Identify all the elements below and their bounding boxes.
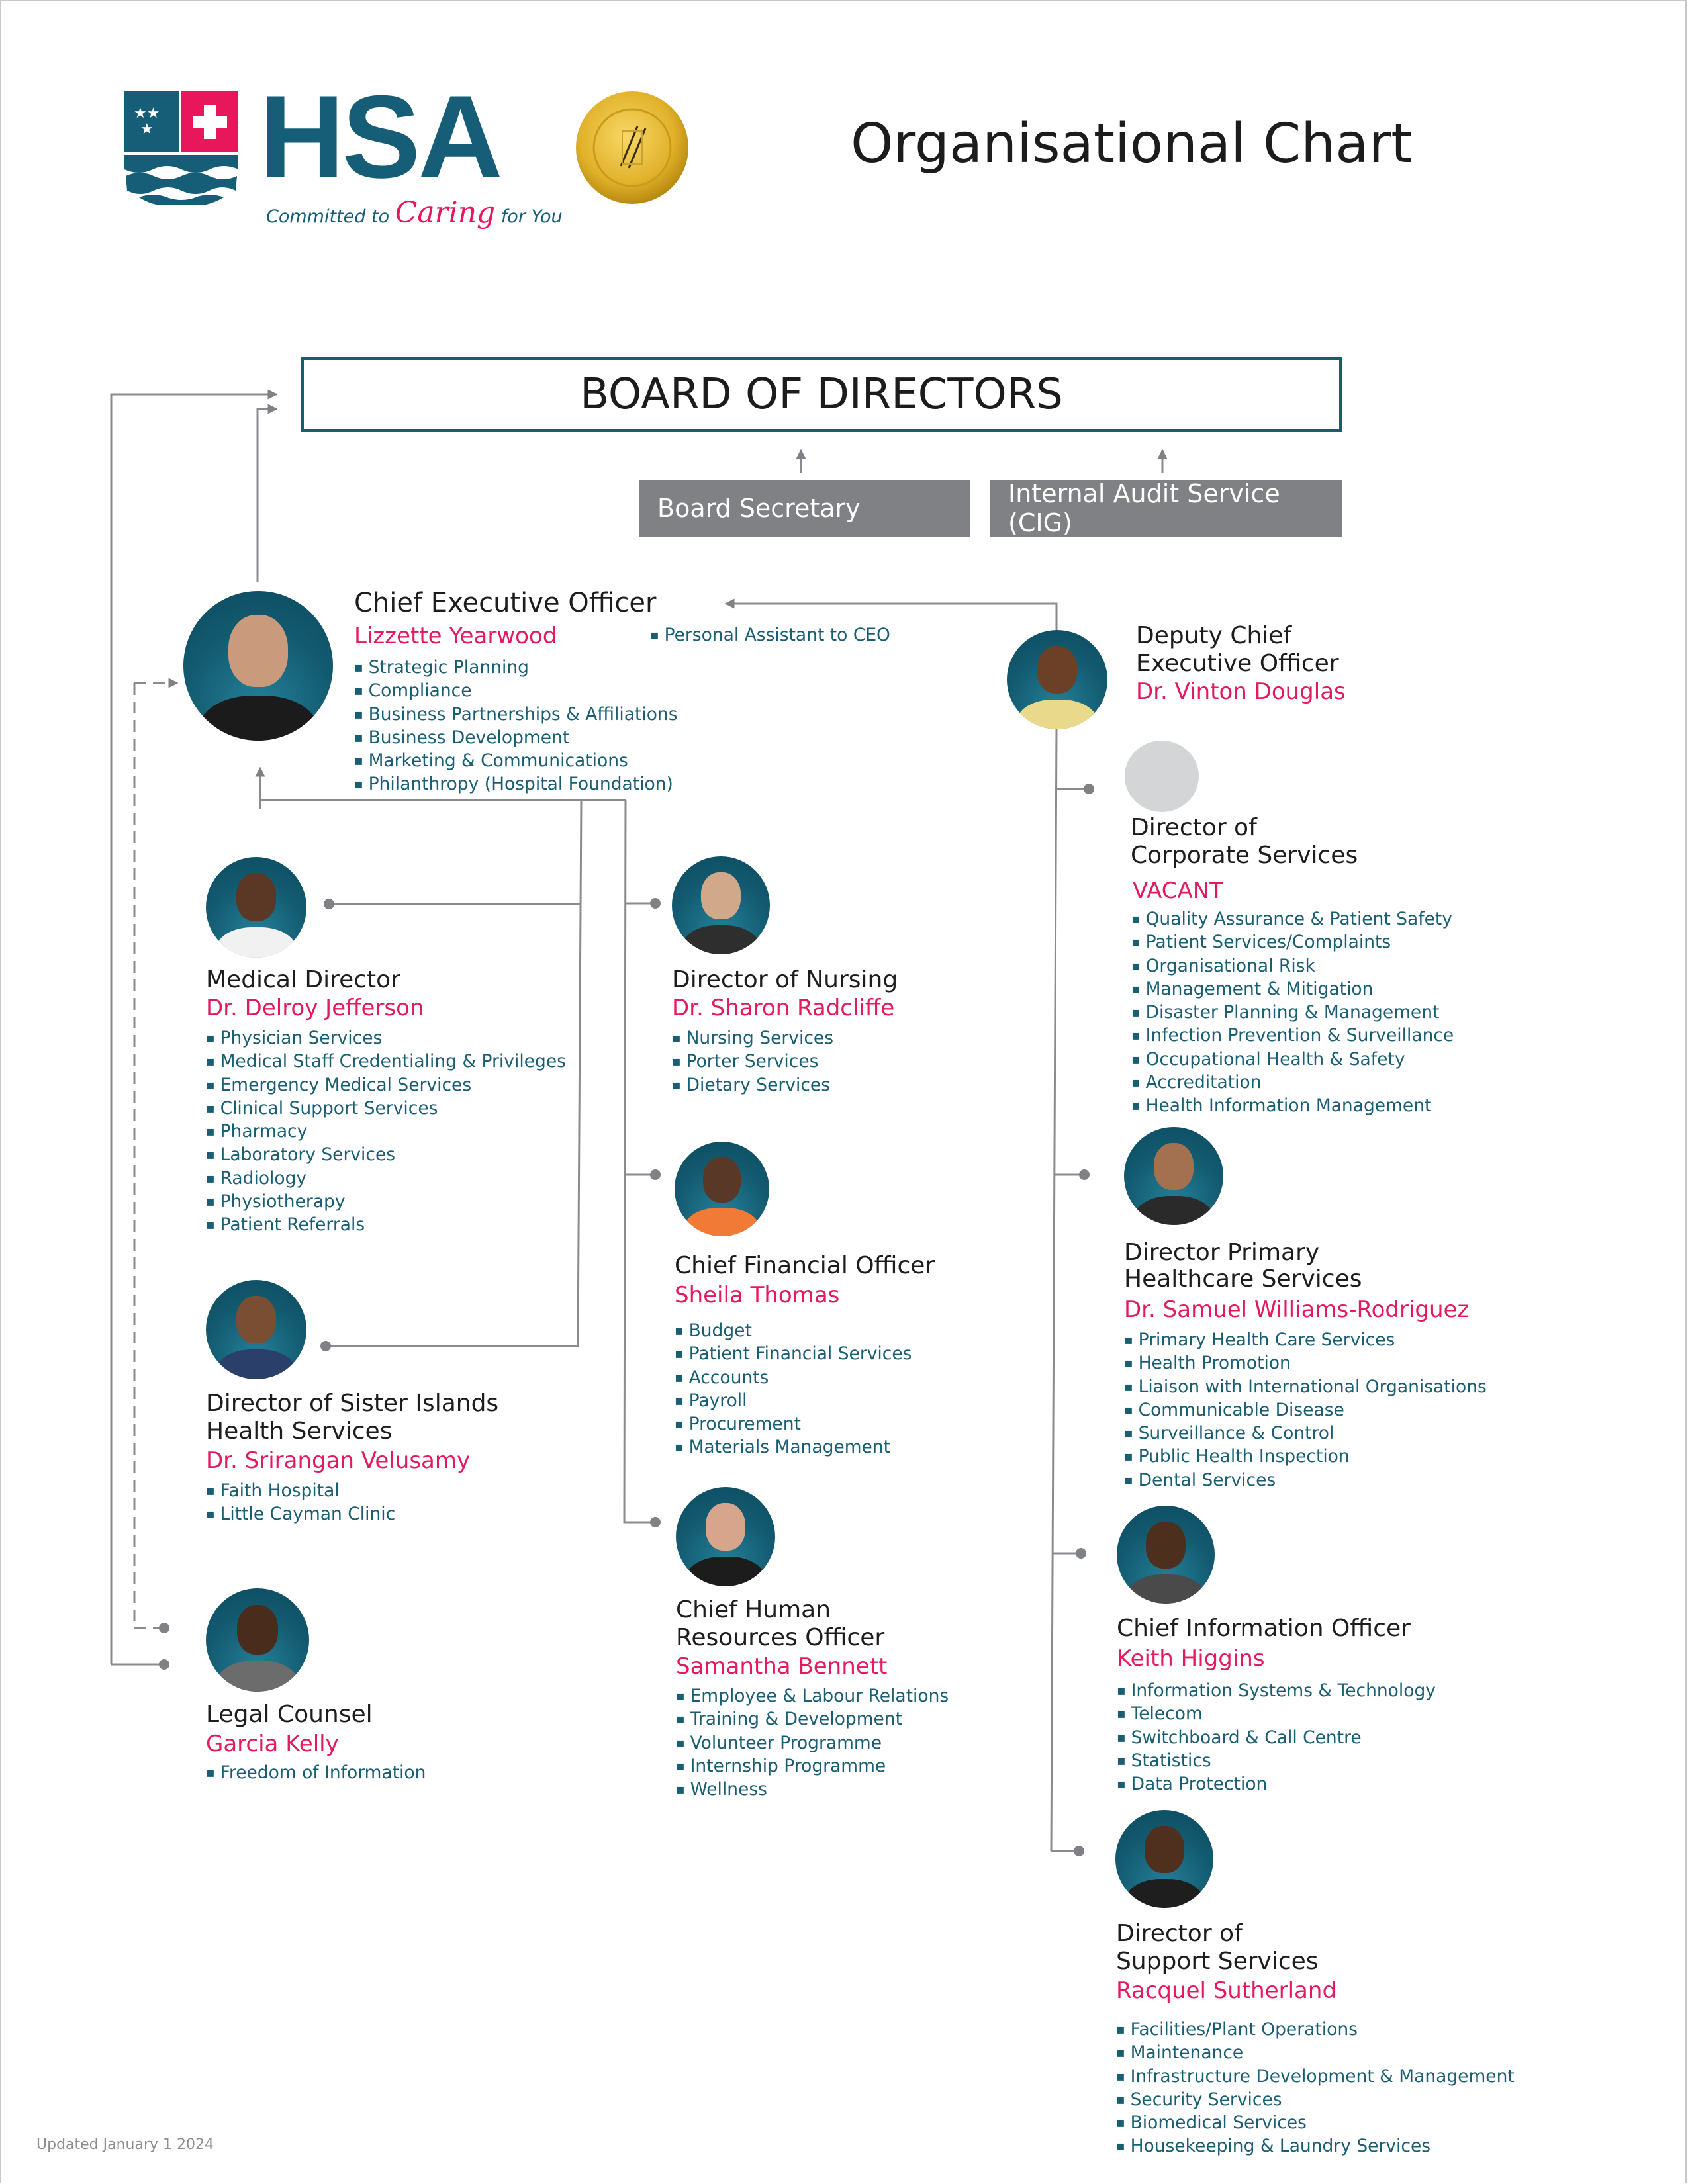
duty-item: ▪ Patient Services/Complaints (1131, 931, 1454, 954)
duty-item: ▪ Information Systems & Technology (1117, 1680, 1436, 1703)
cio-photo (1117, 1506, 1215, 1604)
support-services-role-line2: Support Services (1116, 1948, 1319, 1975)
duty-item: ▪ Accreditation (1131, 1071, 1454, 1095)
duty-item: ▪ Management & Mitigation (1131, 978, 1454, 1001)
duty-item: ▪ Training & Development (676, 1708, 949, 1731)
duty-item: ▪ Freedom of Information (206, 1762, 426, 1785)
primary-healthcare-duties (1124, 1329, 1487, 1492)
tagline-script: Caring (395, 196, 496, 230)
duty-item: ▪ Pharmacy (206, 1120, 566, 1144)
duty-item: ▪ Internship Programme (676, 1755, 949, 1778)
updated-date-note: Updated January 1 2024 (36, 2136, 214, 2153)
duty-item: ▪ Public Health Inspection (1124, 1445, 1487, 1469)
corporate-services-duties (1131, 908, 1454, 1118)
duty-item: ▪ Philanthropy (Hospital Foundation) (354, 773, 678, 796)
duty-item: ▪ Statistics (1117, 1750, 1436, 1773)
duty-item: ▪ Surveillance & Control (1124, 1422, 1487, 1445)
duty-item: ▪ Physiotherapy (206, 1191, 566, 1214)
corporate-services-role-line1: Director of (1131, 814, 1257, 841)
board-title: BOARD OF DIRECTORS (580, 370, 1063, 419)
duty-item: ▪ Emergency Medical Services (206, 1074, 566, 1097)
duty-item: ▪ Maintenance (1116, 2042, 1515, 2065)
duty-item: ▪ Marketing & Communications (354, 750, 678, 773)
duty-item: ▪ Porter Services (672, 1050, 833, 1073)
brand-tagline (266, 196, 563, 230)
corporate-services-vacant-photo (1125, 741, 1199, 812)
duty-item: ▪ Infrastructure Development & Management (1116, 2066, 1515, 2089)
medical-director-role: Medical Director (206, 966, 400, 993)
cfo-photo (675, 1142, 769, 1236)
board-of-directors-box[interactable] (301, 357, 1342, 432)
sister-islands-name: Dr. Srirangan Velusamy (206, 1447, 471, 1474)
duty-item: ▪ Security Services (1116, 2089, 1515, 2112)
corporate-services-role-line2: Corporate Services (1131, 842, 1358, 869)
duty-item: ▪ Quality Assurance & Patient Safety (1131, 908, 1454, 931)
shield-logo-icon (124, 91, 238, 205)
duty-item: ▪ Business Development (354, 727, 678, 750)
duty-item: ▪ Procurement (675, 1413, 912, 1436)
chro-name: Samantha Bennett (676, 1653, 888, 1680)
support-services-director-photo (1115, 1810, 1213, 1908)
duty-item: ▪ Disaster Planning & Management (1131, 1001, 1454, 1024)
primary-healthcare-role-line1: Director Primary (1124, 1239, 1320, 1266)
medical-director-name: Dr. Delroy Jefferson (206, 995, 424, 1021)
duty-item: ▪ Communicable Disease (1124, 1399, 1487, 1422)
duty-item: ▪ Physician Services (206, 1027, 566, 1050)
legal-counsel-duties (206, 1762, 426, 1785)
primary-healthcare-role-line2: Healthcare Services (1124, 1265, 1362, 1293)
cfo-role: Chief Financial Officer (675, 1252, 935, 1279)
internal-audit-box[interactable] (990, 480, 1342, 537)
sister-islands-duties (206, 1480, 395, 1527)
support-services-role-line1: Director of (1116, 1920, 1243, 1947)
primary-healthcare-name: Dr. Samuel Williams-Rodriguez (1124, 1297, 1470, 1323)
duty-item: ▪ Nursing Services (672, 1027, 833, 1050)
duty-item: ▪ Accounts (675, 1367, 912, 1390)
duty-item: ▪ Data Protection (1117, 1773, 1436, 1796)
duty-item: ▪ Dental Services (1124, 1469, 1487, 1492)
duty-item: ▪ Housekeeping & Laundry Services (1116, 2135, 1515, 2158)
duty-item: ▪ Patient Financial Services (675, 1343, 912, 1366)
duty-item: ▪ Organisational Risk (1131, 955, 1454, 978)
primary-healthcare-director-photo (1124, 1127, 1223, 1225)
deputy-ceo-role-line1: Deputy Chief (1136, 622, 1292, 649)
jci-seal-icon (575, 90, 690, 205)
support-services-name: Racquel Sutherland (1116, 1978, 1337, 2004)
duty-item: ▪ Radiology (206, 1167, 566, 1191)
duty-item: ▪ Health Information Management (1131, 1095, 1454, 1118)
tagline-suffix: for You (500, 206, 563, 227)
svg-text:★: ★ (140, 121, 154, 138)
legal-counsel-role: Legal Counsel (206, 1701, 373, 1728)
duty-item: ▪ Strategic Planning (354, 657, 678, 680)
duty-item: ▪ Faith Hospital (206, 1480, 395, 1503)
duty-item: ▪ Primary Health Care Services (1124, 1329, 1487, 1352)
ceo-duties (354, 657, 678, 797)
nursing-director-role: Director of Nursing (672, 966, 898, 993)
chro-duties (676, 1685, 949, 1801)
ceo-photo (183, 591, 333, 741)
svg-text:★★: ★★ (134, 105, 160, 122)
nursing-director-duties (672, 1027, 833, 1097)
duty-item: ▪ Laboratory Services (206, 1144, 566, 1167)
medical-director-photo (206, 857, 306, 958)
duty-item: ▪ Business Partnerships & Affiliations (354, 704, 678, 727)
support-services-duties (1116, 2019, 1515, 2159)
duty-item: ▪ Health Promotion (1124, 1352, 1487, 1375)
duty-item: ▪ Employee & Labour Relations (676, 1685, 949, 1708)
cio-name: Keith Higgins (1117, 1645, 1265, 1672)
duty-item: ▪ Switchboard & Call Centre (1117, 1727, 1436, 1750)
board-secretary-box[interactable] (639, 480, 970, 537)
duty-item: ▪ Volunteer Programme (676, 1732, 949, 1755)
nursing-director-name: Dr. Sharon Radcliffe (672, 995, 895, 1021)
chro-role-line2: Resources Officer (676, 1624, 885, 1651)
ceo-assistant (650, 625, 890, 645)
cfo-name: Sheila Thomas (675, 1282, 840, 1308)
deputy-ceo-photo (1007, 630, 1107, 729)
duty-item: ▪ Payroll (675, 1390, 912, 1413)
duty-item: ▪ Materials Management (675, 1436, 912, 1459)
assistant-label: Personal Assistant to CEO (664, 625, 890, 645)
chro-role-line1: Chief Human (676, 1596, 831, 1623)
deputy-ceo-name: Dr. Vinton Douglas (1136, 678, 1346, 705)
medical-director-duties (206, 1027, 566, 1238)
legal-counsel-name: Garcia Kelly (206, 1731, 339, 1757)
ceo-name: Lizzette Yearwood (354, 623, 557, 649)
duty-item: ▪ Facilities/Plant Operations (1116, 2019, 1515, 2042)
corporate-services-name: VACANT (1133, 878, 1223, 904)
internal-audit-label: Internal Audit Service (CIG) (1008, 479, 1280, 537)
duty-item: ▪ Dietary Services (672, 1074, 833, 1097)
bullet-icon: ▪ (650, 627, 659, 643)
duty-item: ▪ Telecom (1117, 1703, 1436, 1726)
board-secretary-label: Board Secretary (657, 494, 861, 523)
duty-item: ▪ Occupational Health & Safety (1131, 1048, 1454, 1071)
duty-item: ▪ Clinical Support Services (206, 1097, 566, 1120)
cfo-duties (675, 1320, 912, 1460)
tagline-prefix: Committed to (266, 206, 390, 227)
deputy-ceo-role-line2: Executive Officer (1136, 650, 1339, 677)
sister-islands-role-line1: Director of Sister Islands (206, 1390, 499, 1417)
cio-role: Chief Information Officer (1117, 1615, 1411, 1642)
sister-islands-role-line2: Health Services (206, 1418, 393, 1445)
duty-item: ▪ Budget (675, 1320, 912, 1343)
sister-islands-director-photo (206, 1280, 306, 1379)
duty-item: ▪ Medical Staff Credentialing & Privileges (206, 1050, 566, 1073)
duty-item: ▪ Little Cayman Clinic (206, 1503, 395, 1526)
duty-item: ▪ Wellness (676, 1778, 949, 1801)
chro-photo (676, 1487, 775, 1586)
legal-counsel-photo (206, 1588, 309, 1692)
nursing-director-photo (672, 856, 770, 954)
ceo-role: Chief Executive Officer (354, 588, 657, 618)
brand-wordmark: HSA (259, 71, 500, 203)
duty-item: ▪ Biomedical Services (1116, 2112, 1515, 2135)
duty-item: ▪ Liaison with International Organisations (1124, 1376, 1487, 1399)
duty-item: ▪ Patient Referrals (206, 1214, 566, 1237)
page-title: Organisational Chart (851, 113, 1413, 175)
duty-item: ▪ Compliance (354, 680, 678, 703)
cio-duties (1117, 1680, 1436, 1796)
duty-item: ▪ Infection Prevention & Surveillance (1131, 1024, 1454, 1048)
